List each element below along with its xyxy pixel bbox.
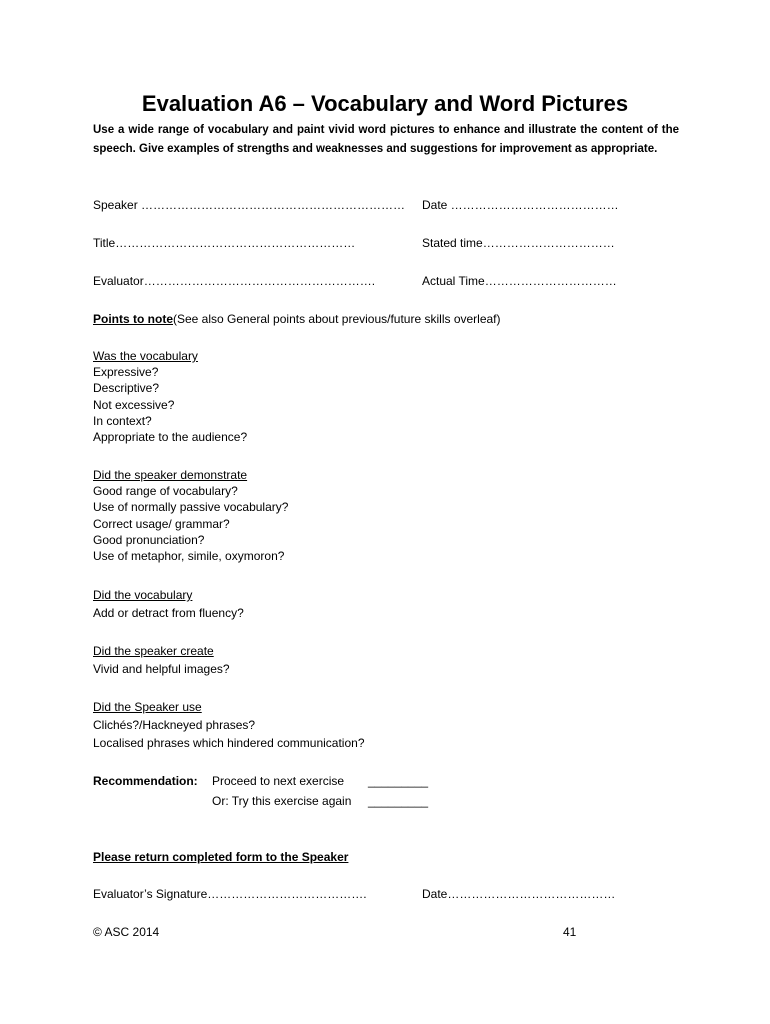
checklist-item: Appropriate to the audience? [93,430,248,445]
recommendation-label: Recommendation: [93,774,198,788]
section-vocabulary [93,348,247,445]
points-label: Points to note [93,312,173,326]
intro-text: Use a wide range of vocabulary and paint vivid word pictures to enhance and illustrate the content of the speech. Give examples of strengths and weaknesses and suggestions for improvement as appropriate. [93,124,679,155]
checklist-item: Use of metaphor, simile, oxymoron? [93,549,285,564]
section-heading: Did the speaker create [93,644,214,658]
points-to-note [93,311,501,327]
proceed-blank[interactable]: _________ [368,774,429,788]
copyright: © ASC 2014 [93,925,160,939]
section-images [93,643,230,677]
return-note: Please return completed form to the Speaker [93,850,349,864]
checklist-item: In context? [93,413,152,428]
section-demonstrate [93,467,288,564]
title-field[interactable]: Title…………………………………………………… [93,236,356,250]
page-number: 41 [563,925,577,939]
checklist-item: Correct usage/ grammar? [93,516,230,531]
checklist-item: Expressive? [93,365,159,380]
date-field[interactable]: Date …………………………………… [422,198,619,212]
section-fluency [93,587,244,621]
speaker-field[interactable]: Speaker ………………………………………………………… [93,198,406,212]
checklist-item: Localised phrases which hindered communication? [93,736,365,751]
section-heading: Did the speaker demonstrate [93,468,248,482]
actual-time-field[interactable]: Actual Time…………………………… [422,274,617,288]
points-note: (See also General points about previous/future skills overleaf) [173,312,501,326]
checklist-item: Vivid and helpful images? [93,662,230,677]
checklist-item: Descriptive? [93,381,160,396]
section-phrases [93,699,365,752]
section-heading: Did the vocabulary [93,588,193,602]
section-heading: Did the Speaker use [93,700,202,714]
page-title: Evaluation A6 – Vocabulary and Word Pictures [141,91,629,116]
signature-field[interactable]: Evaluator’s Signature…………………………………. [93,887,367,901]
evaluator-field[interactable]: Evaluator…………………………………………………. [93,274,376,288]
retry-blank[interactable]: _________ [368,794,429,808]
recommendation-option-retry: Or: Try this exercise again [212,794,352,808]
stated-time-field[interactable]: Stated time…………………………… [422,236,615,250]
checklist-item: Use of normally passive vocabulary? [93,500,289,515]
signature-date-field[interactable]: Date…………………………………… [422,887,616,901]
section-heading: Was the vocabulary [93,349,198,363]
checklist-item: Good pronunciation? [93,532,205,547]
checklist-item: Clichés?/Hackneyed phrases? [93,718,256,733]
checklist-item: Good range of vocabulary? [93,484,238,499]
recommendation-option-proceed: Proceed to next exercise [212,774,345,788]
checklist-item: Add or detract from fluency? [93,606,244,621]
checklist-item: Not excessive? [93,397,175,412]
